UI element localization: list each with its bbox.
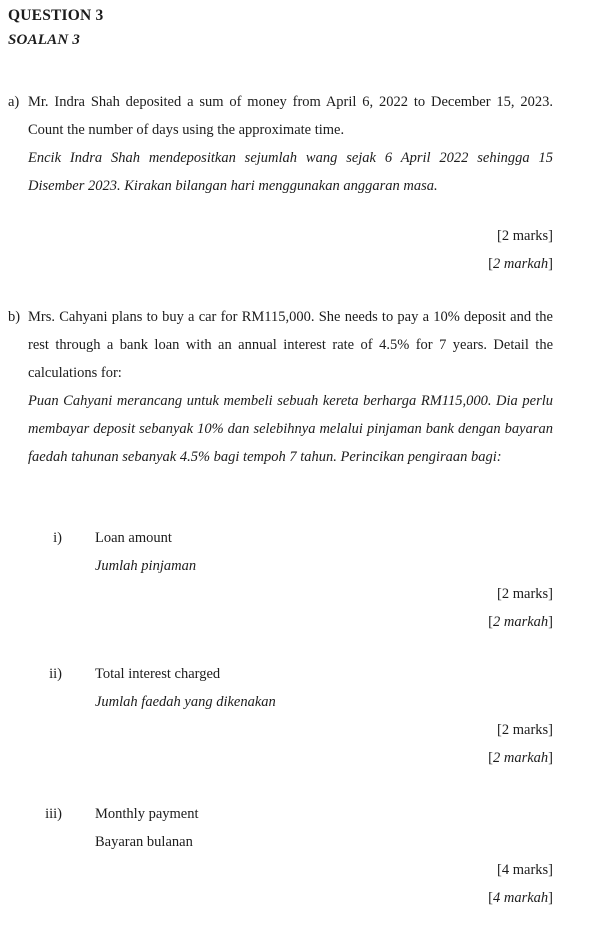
part-a-marks-my-text <box>488 256 553 272</box>
subitem-i-marks-my-text <box>488 614 553 630</box>
subitem-ii-marker: ii) <box>49 666 62 682</box>
part-a-marks-malay <box>0 250 553 278</box>
subitem-i-label-english: Loan amount <box>95 530 172 546</box>
page-heading <box>8 4 308 52</box>
bracket-open: [ <box>488 256 493 272</box>
marks-my-inner: 4 markah <box>492 890 549 906</box>
part-b-marker: b) <box>8 309 21 325</box>
bracket-close: ] <box>548 256 553 272</box>
subitem-i-marker: i) <box>53 530 62 546</box>
subitem-ii-marks-english <box>0 716 553 744</box>
bracket-close: ] <box>548 890 553 906</box>
part-b-text-malay: Puan Cahyani merancang untuk membeli sebuah kereta berharga RM115,000. Dia perlu membayar deposit sebanyak 10% dan selebihnya melalui pinjaman bank dengan bayaran faedah tahunan sebanyak 4.5% bagi tempoh 7 tahun. Perincikan pengiraan bagi: <box>28 393 553 465</box>
part-b <box>8 303 553 471</box>
part-b-text-english: Mrs. Cahyani plans to buy a car for RM115,000. She needs to pay a 10% deposit and the rest through a bank loan with an annual interest rate of 4.5% for 7 years. Detail the calculations for: <box>28 309 553 381</box>
subitem-ii-label-malay: Jumlah faedah yang dikenakan <box>95 694 276 710</box>
part-a-text-english: Mr. Indra Shah deposited a sum of money from April 6, 2022 to December 15, 2023. Count the number of days using the approximate time. <box>28 94 553 138</box>
subitem-i-marks-malay <box>0 608 553 636</box>
part-b-body <box>28 303 553 471</box>
bracket-open: [ <box>488 750 493 766</box>
subitem-iii-marks-my-text <box>488 890 553 906</box>
subitem-iii <box>0 800 553 856</box>
bracket-close: ] <box>548 614 553 630</box>
marks-my-inner: 2 markah <box>492 750 549 766</box>
part-a-body <box>28 88 553 200</box>
subitem-iii-marks-malay <box>0 884 553 912</box>
subitem-iii-label-english: Monthly payment <box>95 806 199 822</box>
subitem-i-label-malay: Jumlah pinjaman <box>95 558 197 574</box>
subitem-i-marks-english <box>0 580 553 608</box>
marks-my-inner: 2 markah <box>492 614 549 630</box>
bracket-close: ] <box>548 750 553 766</box>
subitem-ii <box>0 660 553 716</box>
question-title: QUESTION 3 <box>8 7 104 24</box>
subitem-ii-marks-my-text <box>488 750 553 766</box>
part-a-text-malay: Encik Indra Shah mendepositkan sejumlah wang sejak 6 April 2022 sehingga 15 Disember 2023. Kirakan bilangan hari menggunakan anggaran masa. <box>28 150 553 194</box>
subitem-ii-marks-malay <box>0 744 553 772</box>
bracket-open: [ <box>488 614 493 630</box>
subitem-i-marks-en-text: [2 marks] <box>497 586 553 602</box>
question-title-malay: SOALAN 3 <box>8 32 81 48</box>
subitem-iii-marks-english <box>0 856 553 884</box>
part-a-marks-english <box>0 222 553 250</box>
subitem-iii-marks-en-text: [4 marks] <box>497 862 553 878</box>
part-a-marks-en-text: [2 marks] <box>497 228 553 244</box>
marks-my-inner: 2 markah <box>492 256 549 272</box>
bracket-open: [ <box>488 890 493 906</box>
subitem-iii-label-malay: Bayaran bulanan <box>95 834 193 850</box>
part-a-marker: a) <box>8 94 20 110</box>
part-a <box>8 88 553 200</box>
subitem-iii-marker: iii) <box>45 806 62 822</box>
subitem-ii-label-english: Total interest charged <box>95 666 221 682</box>
subitem-i <box>0 524 553 580</box>
subitem-ii-marks-en-text: [2 marks] <box>497 722 553 738</box>
